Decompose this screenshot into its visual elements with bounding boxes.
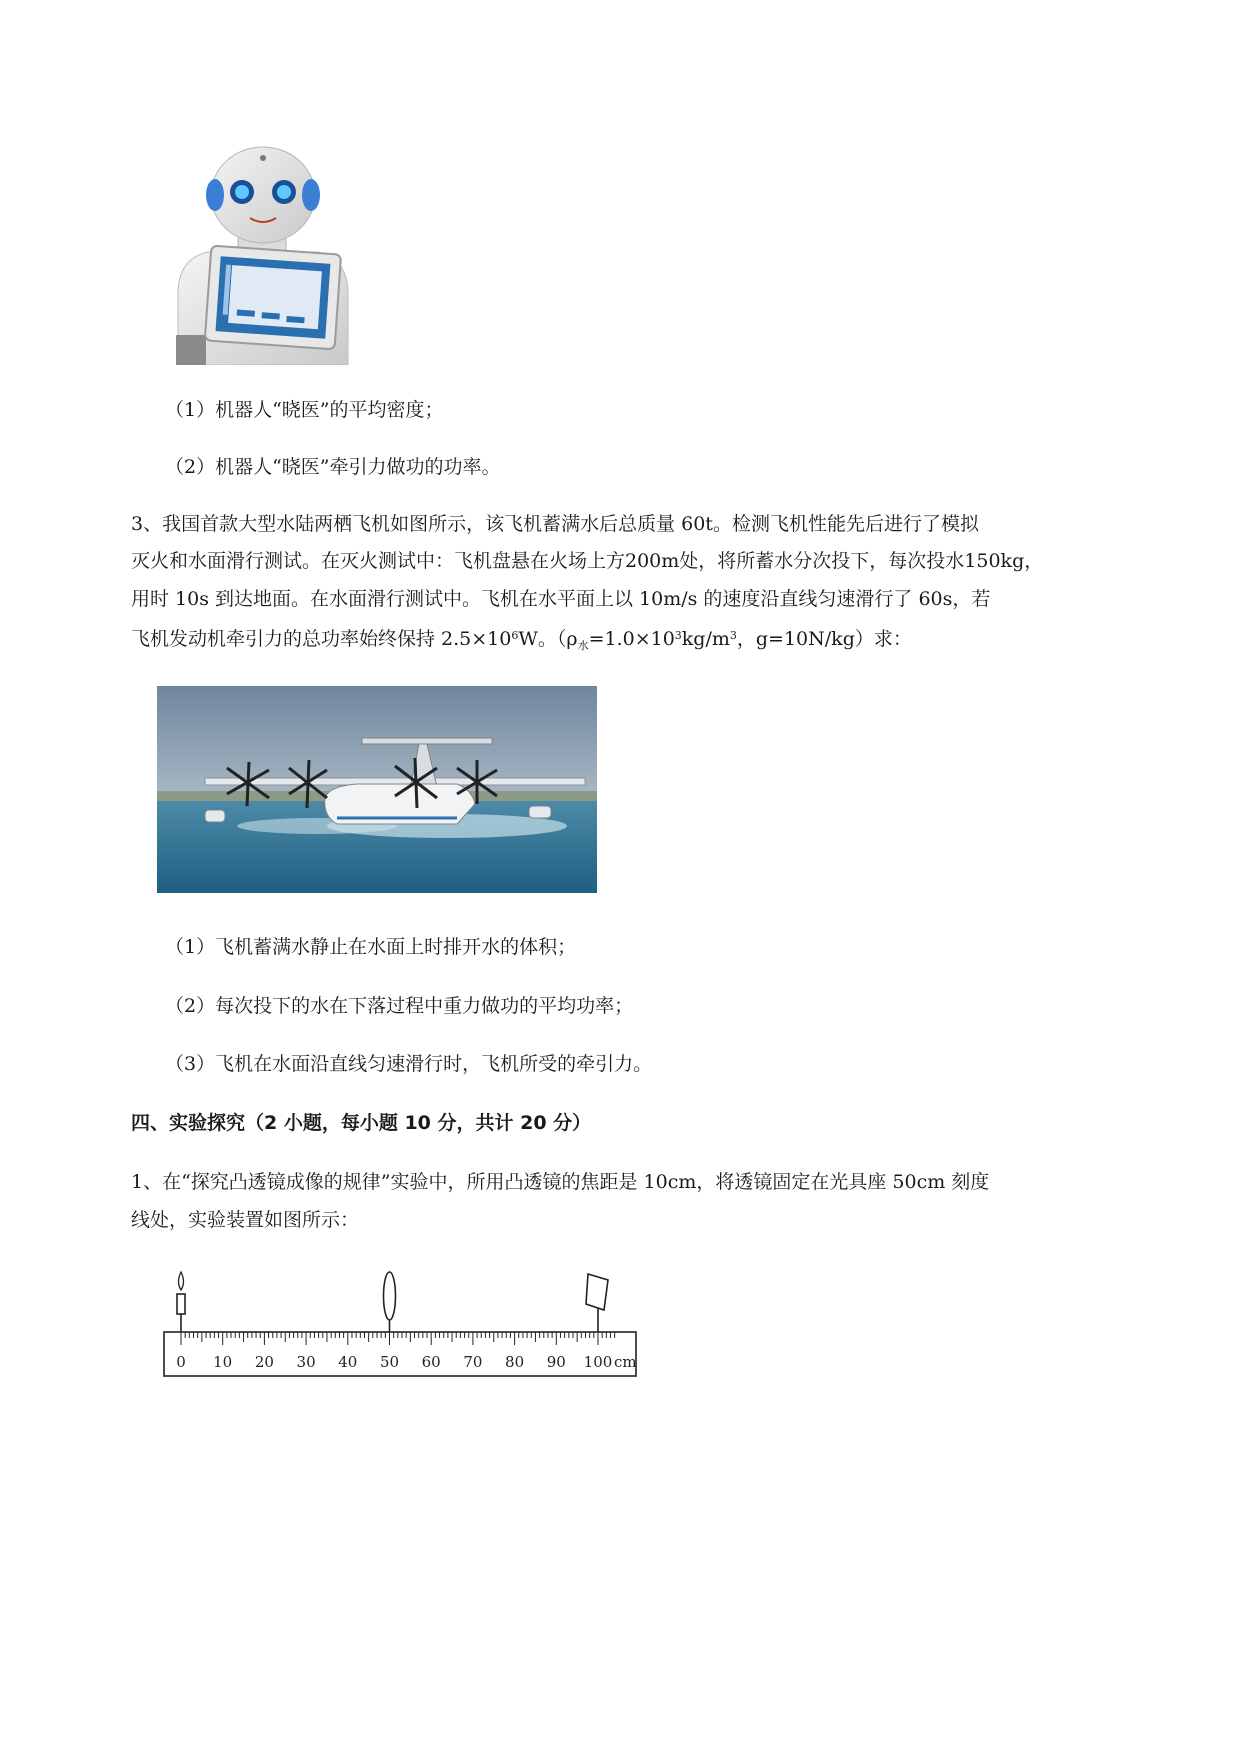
light-screen (586, 1274, 608, 1310)
problem3-line-3: 用时 10s 到达地面。在水面滑行测试中。飞机在水平面上以 10m/s 的速度沿直线匀速滑行了 60s，若 (131, 588, 991, 610)
robot-question-1: （1）机器人“晓医”的平均密度； (165, 399, 444, 421)
problem3-line-4-e: ，g=10N/kg）求： (736, 628, 912, 650)
density-exponent: 3 (674, 629, 682, 642)
ruler-tick-label: 10 (213, 1353, 233, 1371)
problem3-line-1: 3、我国首款大型水陆两栖飞机如图所示，该飞机蓄满水后总质量 60t。检测飞机性能先后进行了模拟 (131, 513, 979, 535)
ruler-tick-label: 30 (296, 1353, 316, 1371)
ruler-tick-label: 0 (176, 1353, 186, 1371)
candle-body (177, 1294, 185, 1314)
rho-subscript: 水 (577, 639, 589, 652)
problem3-line-2: 灭火和水面滑行测试。在灭火测试中：飞机盘悬在火场上方200m处，将所蓄水分次投下，每次投水150kg， (131, 550, 1044, 572)
robot-figure (168, 140, 353, 365)
ruler-tick-label: 40 (338, 1353, 358, 1371)
problem3-line-4-d: kg/m (681, 628, 730, 650)
ruler-tick-label: 60 (421, 1353, 441, 1371)
candle-flame (179, 1272, 184, 1290)
ruler-tick-label: 50 (379, 1353, 400, 1371)
ruler-tick-label: 90 (546, 1353, 566, 1371)
ruler-tick-label: 20 (254, 1353, 274, 1371)
ruler-tick-label: 80 (505, 1353, 525, 1371)
problem3-question-1: （1）飞机蓄满水静止在水面上时排开水的体积； (165, 936, 577, 958)
problem3-line-4-a: 飞机发动机牵引力的总功率始终保持 2.5×10 (131, 628, 512, 650)
experiment-1-line-2: 线处，实验装置如图所示： (131, 1209, 360, 1231)
ruler-unit-label: cm (614, 1353, 637, 1371)
volume-exponent: 3 (729, 629, 737, 642)
problem3-question-2: （2）每次投下的水在下落过程中重力做功的平均功率； (165, 995, 634, 1017)
ruler-tick-label: 100 (583, 1353, 613, 1371)
problem3-question-3: （3）飞机在水面沿直线匀速滑行时，飞机所受的牵引力。 (165, 1053, 653, 1075)
optical-bench-diagram (160, 1268, 650, 1380)
section-4-heading: 四、实验探究（2 小题，每小题 10 分，共计 20 分） (131, 1112, 592, 1134)
experiment-1-line-1: 1、在“探究凸透镜成像的规律”实验中，所用凸透镜的焦距是 10cm，将透镜固定在光具座 50cm 刻度 (131, 1171, 990, 1193)
power-exponent: 6 (511, 629, 519, 642)
seaplane-photo (157, 686, 597, 893)
robot-question-2: （2）机器人“晓医”牵引力做功的功率。 (165, 456, 501, 478)
problem3-line-4-b: W。（ρ (518, 628, 578, 650)
problem3-line-4-c: =1.0×10 (588, 628, 675, 650)
convex-lens (384, 1272, 396, 1320)
ruler-tick-label: 70 (463, 1353, 483, 1371)
problem3-line-4 (131, 624, 912, 658)
